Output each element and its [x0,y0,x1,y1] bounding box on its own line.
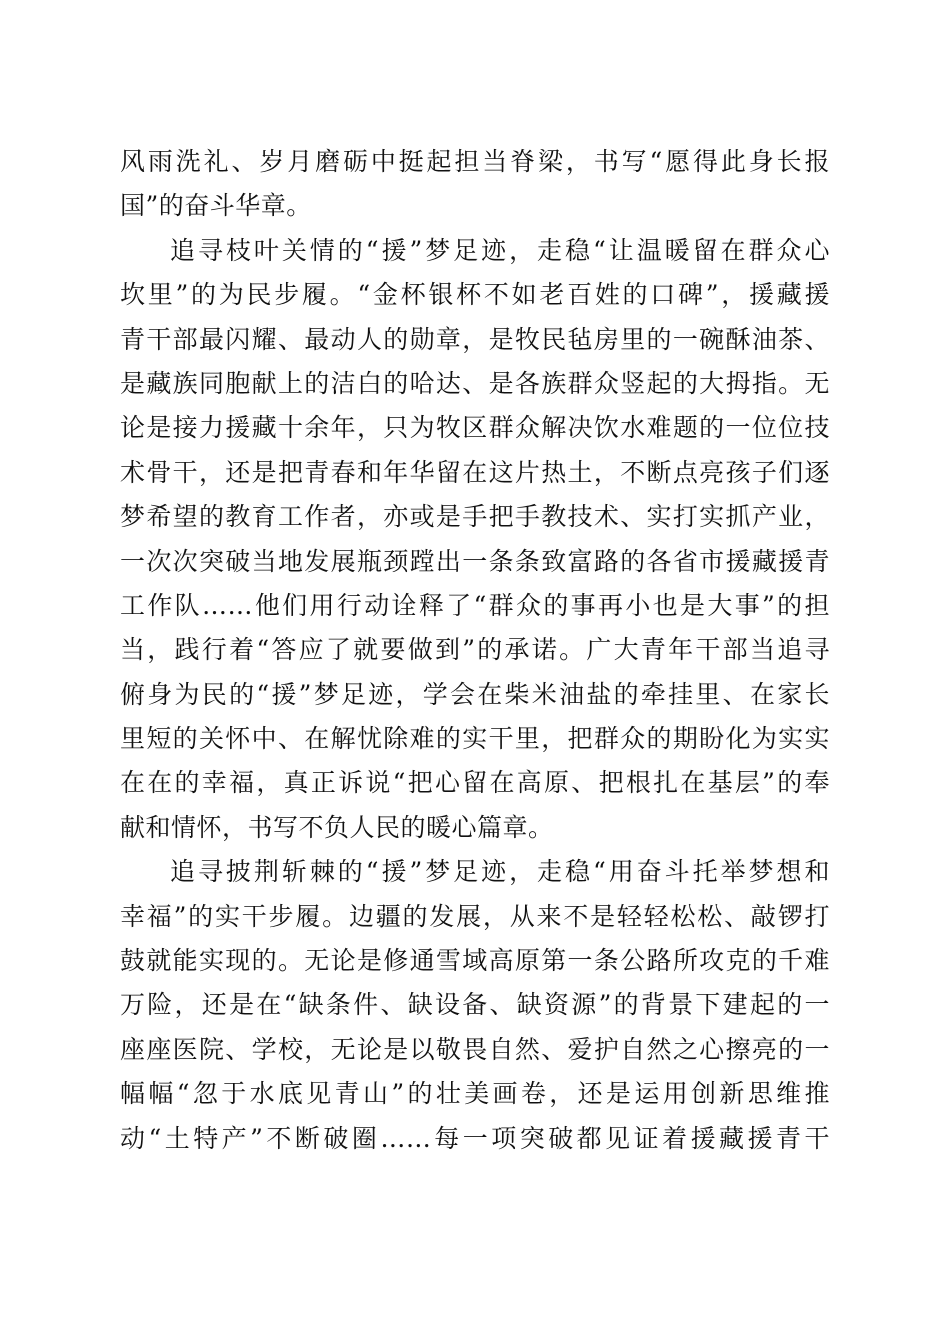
text-line: 梦希望的教育工作者，亦或是手把手教技术、实打实抓产业， [120,502,830,532]
text-line: 一次次突破当地发展瓶颈蹚出一条条致富路的各省市援藏援青 [120,546,830,576]
text-line: 万险，还是在“缺条件、缺设备、缺资源”的背景下建起的一 [120,990,830,1020]
text-line: 鼓就能实现的。无论是修通雪域高原第一条公路所攻克的千难 [120,946,830,976]
text-line: 论是接力援藏十余年，只为牧区群众解决饮水难题的一位位技 [120,413,830,443]
text-line: 座座医院、学校，无论是以敬畏自然、爱护自然之心擦亮的一 [120,1034,830,1064]
text-line: 幸福”的实干步履。边疆的发展，从来不是轻轻松松、敲锣打 [120,901,830,931]
text-line: 是藏族同胞献上的洁白的哈达、是各族群众竖起的大拇指。无 [120,368,830,398]
text-line: 术骨干，还是把青春和年华留在这片热土，不断点亮孩子们逐 [120,457,830,487]
text-line: 幅幅“忽于水底见青山”的壮美画卷，还是运用创新思维推 [120,1079,830,1109]
text-line: 国”的奋斗华章。 [120,191,312,221]
text-line: 在在的幸福，真正诉说“把心留在高原、把根扎在基层”的奉 [120,768,830,798]
text-body [120,140,830,1161]
text-line: 风雨洗礼、岁月磨砺中挺起担当脊梁，书写“愿得此身长报 [120,147,830,176]
text-line: 工作队……他们用行动诠释了“群众的事再小也是大事”的担 [120,590,830,620]
text-line: 动“土特产”不断破圈……每一项突破都见证着援藏援青干 [120,1123,830,1153]
text-line: 当，践行着“答应了就要做到”的承诺。广大青年干部当追寻 [120,635,830,665]
text-line: 追寻披荆斩棘的“援”梦足迹，走稳“用奋斗托举梦想和 [170,857,830,887]
text-line: 青干部最闪耀、最动人的勋章，是牧民毡房里的一碗酥油茶、 [120,324,830,354]
text-line: 俯身为民的“援”梦足迹，学会在柴米油盐的牵挂里、在家长 [120,679,830,709]
text-line: 里短的关怀中、在解忧除难的实干里，把群众的期盼化为实实 [120,724,830,754]
text-line: 献和情怀，书写不负人民的暖心篇章。 [120,812,554,842]
text-line: 追寻枝叶关情的“援”梦足迹，走稳“让温暖留在群众心 [170,235,830,265]
text-line: 坎里”的为民步履。“金杯银杯不如老百姓的口碑”，援藏援 [120,280,830,310]
